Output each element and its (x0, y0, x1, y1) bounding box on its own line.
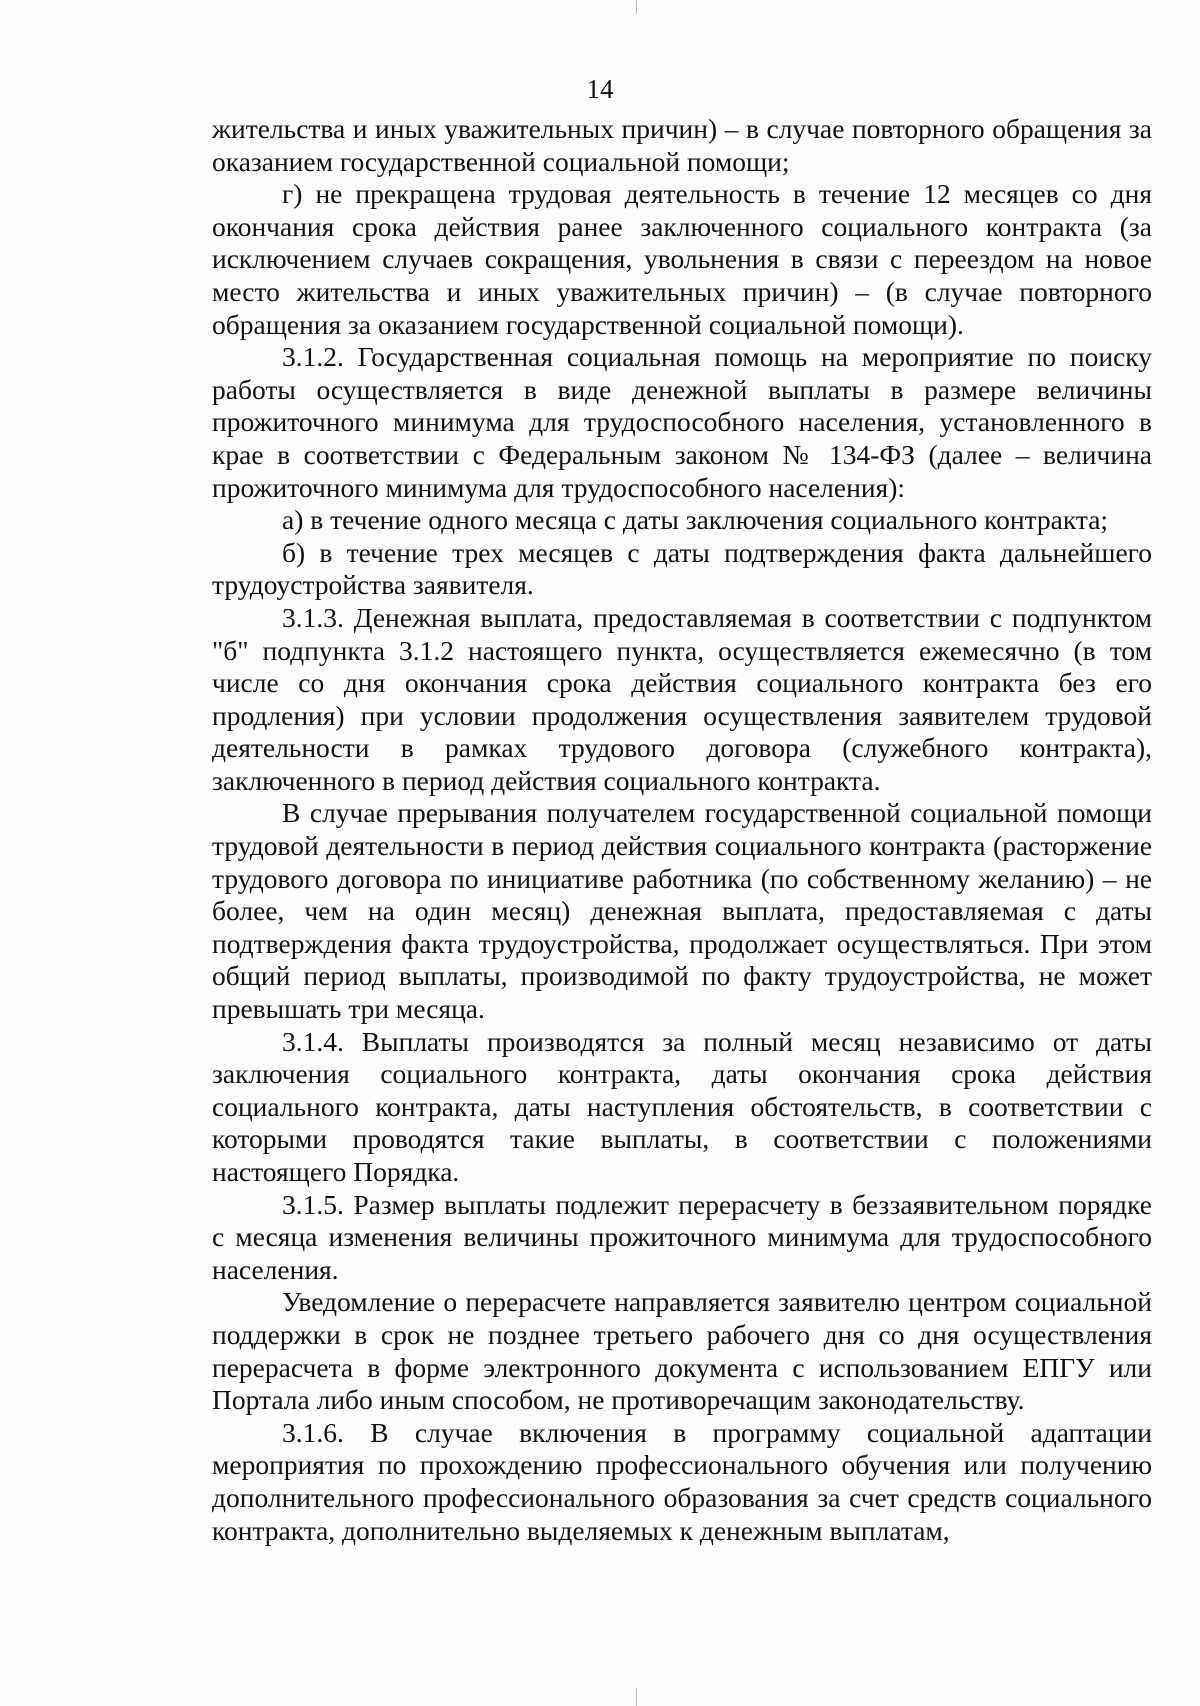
paragraph-item-g: г) не прекращена трудовая деятельность в течение 12 месяцев со дня окончания срока действия ранее заключенного социального контракта (за исключением случаев сокращения, увольнения в связи с переездом на новое место жительства и иных уважительных причин) – (в случае повторного обращения за оказанием государственной социальной помощи). (212, 178, 1152, 340)
paragraph-continuation: жительства и иных уважительных причин) – в случае повторного обращения за оказанием государственной социальной помощи; (212, 113, 1152, 177)
page-number: 14 (586, 74, 614, 104)
scan-artifact-bottom (636, 1688, 637, 1706)
paragraph-3-1-6: 3.1.6. В случае включения в программу социальной адаптации мероприятия по прохождению профессионального обучения или получению дополнительного профессионального образования за счет средств социального контракта, дополнительно выделяемых к денежным выплатам, (212, 1416, 1152, 1546)
paragraph-3-1-2: 3.1.2. Государственная социальная помощь на мероприятие по поиску работы осуществляется в виде денежной выплаты в размере величины прожиточного минимума для трудоспособного населения, установленного в крае в соответствии с Федеральным законом № 134-ФЗ (далее – величина прожиточного минимума для трудоспособного населения): (212, 341, 1152, 503)
paragraph-3-1-5: 3.1.5. Размер выплаты подлежит перерасчету в беззаявительном порядке с месяца изменения величины прожиточного минимума для трудоспособного населения. (212, 1188, 1152, 1285)
scan-artifact-top (636, 0, 637, 14)
paragraph-item-b: б) в течение трех месяцев с даты подтверждения факта дальнейшего трудоустройства заявителя. (212, 536, 1152, 601)
paragraph-3-1-4: 3.1.4. Выплаты производятся за полный месяц независимо от даты заключения социального контракта, даты окончания срока действия социального контракта, даты наступления обстоятельств, в соответствии с которыми проводятся такие выплаты, в соответствии с положениями настоящего Порядка. (212, 1025, 1152, 1187)
paragraph-interruption: В случае прерывания получателем государственной социальной помощи трудовой деятельности в период действия социального контракта (расторжение трудового договора по инициативе работника (по собственному желанию) – не более, чем на один месяц) денежная выплата, предоставляемая с даты подтверждения факта трудоустройства, продолжает осуществляться. При этом общий период выплаты, производимой по факту трудоустройства, не может превышать три месяца. (212, 797, 1152, 1025)
paragraph-notification: Уведомление о перерасчете направляется заявителю центром социальной поддержки в срок не позднее третьего рабочего дня со дня осуществления перерасчета в форме электронного документа с использованием ЕПГУ или Портала либо иным способом, не противоречащим законодательству. (212, 1286, 1152, 1416)
document-body (212, 113, 1152, 1547)
paragraph-3-1-3: 3.1.3. Денежная выплата, предоставляемая в соответствии с подпунктом "б" подпункта 3.1.2 настоящего пункта, осуществляется ежемесячно (в том числе со дня окончания срока действия социального контракта без его продления) при условии продолжения осуществления заявителем трудовой деятельности в рамках трудового договора (служебного контракта), заключенного в период действия социального контракта. (212, 601, 1152, 796)
paragraph-item-a: а) в течение одного месяца с даты заключения социального контракта; (282, 504, 1109, 536)
